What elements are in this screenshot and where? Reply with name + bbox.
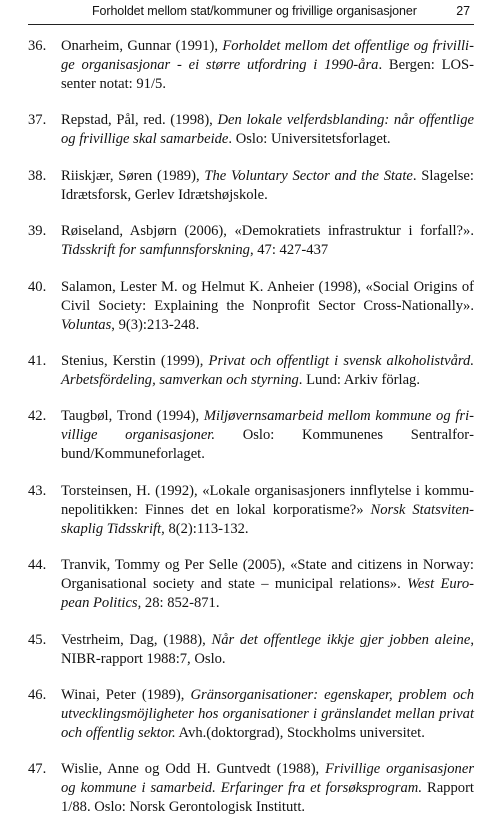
reference-text: Onarheim, Gunnar (1991), bbox=[61, 38, 223, 54]
reference-number: 44. bbox=[28, 557, 47, 574]
reference-title-text: Norsk Statsvitenskaplig Tidsskrift bbox=[61, 501, 474, 537]
reference-title-text: West European Politics bbox=[61, 576, 474, 612]
reference-title-text: Når det offentlege ikkje gjer jobben aleine bbox=[211, 631, 471, 648]
reference-item bbox=[28, 352, 474, 390]
reference-text: . Bergen: LOS-senter notat: 91/5. bbox=[61, 57, 475, 92]
reference-item bbox=[28, 556, 474, 613]
reference-title-text: Frivillige organisasjoner og kommune i samarbeid. Erfaringer fra et forsøksprogram. bbox=[61, 761, 474, 797]
reference-item bbox=[28, 631, 474, 669]
reference-number: 36. bbox=[28, 38, 47, 54]
reference-list bbox=[28, 37, 474, 835]
reference-text: Riiskjær, Søren (1989), bbox=[61, 167, 205, 184]
reference-text: Røiseland, Asbjørn (2006), «Demokratiets infrastruktur i forfall?». bbox=[61, 223, 474, 240]
page-header bbox=[28, 0, 474, 25]
reference-item bbox=[28, 482, 474, 539]
reference-item bbox=[28, 686, 474, 743]
reference-text: Tranvik, Tommy og Per Selle (2005), «State and citizens in Norway: Organisational society and state – municipal relations». bbox=[61, 557, 474, 593]
reference-number: 40. bbox=[28, 278, 47, 295]
reference-title-text: Miljøvernsamarbeid mellom kommune og frivillige organisasjoner. bbox=[61, 408, 474, 444]
reference-text: Vestrheim, Dag, (1988), bbox=[61, 631, 212, 648]
reference-text: , NIBR-rapport 1988:7, Oslo. bbox=[61, 631, 474, 667]
reference-title-text: Den lokale velferdsblanding: når offentlige og frivillige skal samarbeide bbox=[61, 112, 474, 148]
reference-item bbox=[28, 760, 474, 817]
reference-title-text: The Voluntary Sector and the State bbox=[204, 167, 413, 184]
reference-text: Winai, Peter (1989), bbox=[61, 686, 191, 703]
reference-item bbox=[28, 278, 474, 335]
reference-text: . Oslo: Universitetsforlaget. bbox=[228, 131, 391, 148]
reference-title-text: Gränsorganisationer: egenskaper, problem och utvecklingsmöjligheter hos organisationer i gränslandet mellan privat och offentlig sektor. bbox=[61, 686, 474, 741]
reference-item bbox=[28, 111, 474, 149]
reference-text: . Slagelse: Idrætsforsk, Gerlev Idrætshøjskole. bbox=[61, 167, 474, 203]
reference-text: , 47: 427-437 bbox=[249, 242, 329, 259]
reference-number: 43. bbox=[28, 482, 47, 499]
reference-title-text: Voluntas bbox=[61, 316, 112, 333]
reference-text: Wislie, Anne og Odd H. Guntvedt (1988), bbox=[61, 761, 326, 778]
reference-number: 46. bbox=[28, 686, 47, 703]
reference-text: Rapport 1/88. Oslo: Norsk Gerontologisk Institutt. bbox=[61, 780, 474, 816]
reference-text: Oslo: Kommunenes Sentralforbund/Kommuneforlaget. bbox=[61, 427, 474, 463]
reference-text: Avh.(doktorgrad), Stockholms universitet. bbox=[175, 724, 425, 741]
reference-text: Stenius, Kerstin (1999), bbox=[61, 352, 209, 369]
running-title: Forholdet mellom stat/kommuner og frivillige organisasjoner bbox=[92, 4, 417, 18]
reference-number: 47. bbox=[28, 761, 47, 778]
reference-text: . Lund: Arkiv förlag. bbox=[298, 371, 420, 388]
reference-number: 41. bbox=[28, 352, 47, 369]
reference-item bbox=[28, 222, 474, 260]
reference-number: 42. bbox=[28, 408, 47, 425]
reference-text: , 8(2):113-132. bbox=[161, 520, 249, 537]
reference-title-text: Forholdet mellom det offentlige og frivillige organisasjonar - ei større utfordring i 1990-åra bbox=[61, 38, 474, 73]
reference-text: Repstad, Pål, red. (1998), bbox=[61, 112, 218, 129]
reference-number: 39. bbox=[28, 223, 47, 240]
reference-text: , 9(3):213-248. bbox=[111, 316, 200, 333]
reference-title-text: Privat och offentligt i svensk alkoholistvård. Arbetsfördeling, samverkan och styrning bbox=[61, 352, 474, 388]
reference-number: 37. bbox=[28, 112, 47, 129]
reference-text: Torsteinsen, H. (1992), «Lokale organisasjoners innflytelse i kommunepolitikken: Finnes det en lokal korporatisme?» bbox=[61, 482, 474, 518]
reference-text: Salamon, Lester M. og Helmut K. Anheier (1998), «Social Origins of Civil Society: Explaining the Nonprofit Sector Cross-Nationally». bbox=[61, 278, 474, 314]
reference-number: 38. bbox=[28, 167, 47, 184]
reference-title-text: Tidsskrift for samfunnsforskning bbox=[61, 242, 250, 259]
reference-text: , 28: 852-871. bbox=[137, 595, 220, 612]
reference-item bbox=[28, 407, 474, 464]
reference-number: 45. bbox=[28, 631, 47, 648]
reference-text: Taugbøl, Trond (1994), bbox=[61, 408, 204, 425]
reference-item bbox=[28, 37, 474, 94]
reference-item bbox=[28, 167, 474, 205]
page-number: 27 bbox=[456, 4, 470, 18]
